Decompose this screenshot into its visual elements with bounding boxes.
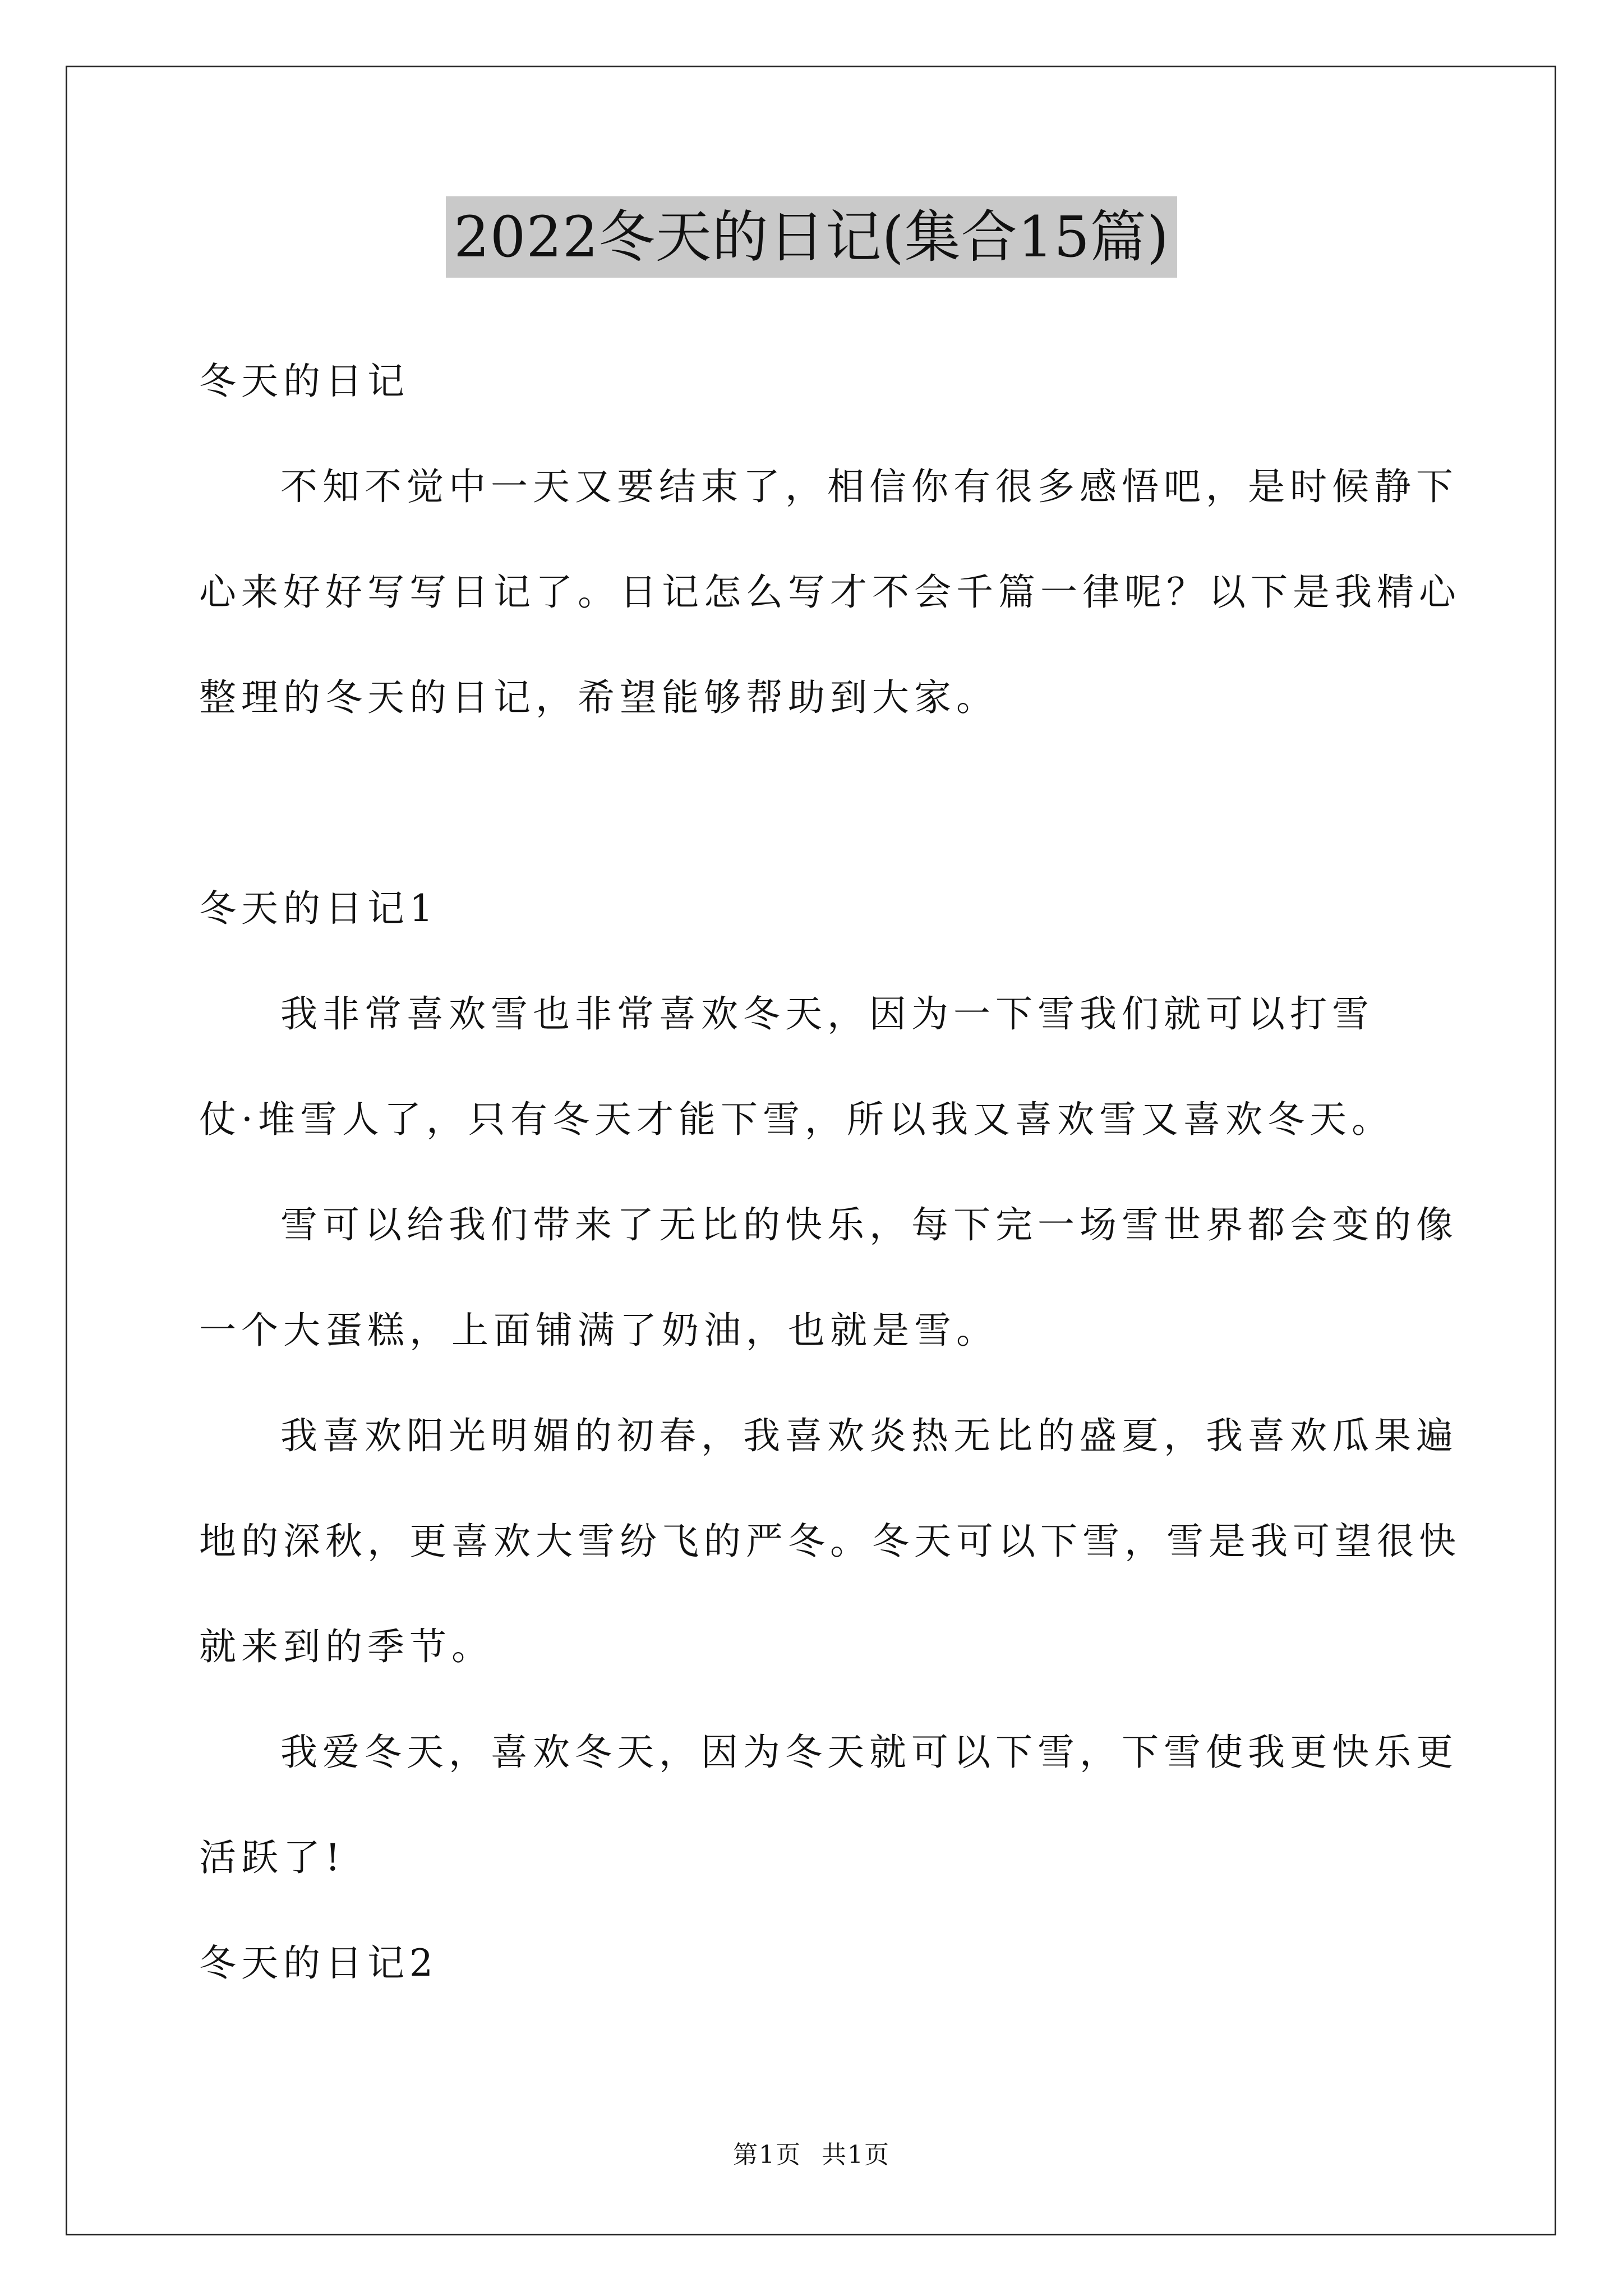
paragraph-line: 活跃了! bbox=[199, 1836, 345, 1879]
intro-heading: 冬天的日记 bbox=[199, 360, 409, 403]
title-container bbox=[0, 196, 1623, 278]
paragraph-line: 一个大蛋糕，上面铺满了奶油，也就是雪。 bbox=[199, 1309, 998, 1352]
section-heading-2: 冬天的日记2 bbox=[199, 1941, 438, 1985]
document-body bbox=[199, 348, 1461, 2035]
paragraph-line: 我非常喜欢雪也非常喜欢冬天，因为一下雪我们就可以打雪 bbox=[280, 992, 1374, 1036]
paragraph-line: 心来好好写写日记了。日记怎么写才不会千篇一律呢？以下是我精心 bbox=[199, 570, 1461, 614]
paragraph-line: 地的深秋，更喜欢大雪纷飞的严冬。冬天可以下雪，雪是我可望很快 bbox=[199, 1520, 1461, 1563]
paragraph-line: 整理的冬天的日记，希望能够帮助到大家。 bbox=[199, 676, 998, 719]
paragraph-line: 就来到的季节。 bbox=[199, 1625, 494, 1668]
section-heading-1: 冬天的日记1 bbox=[199, 887, 438, 930]
blank-line bbox=[199, 770, 1433, 875]
paragraph-line: 雪可以给我们带来了无比的快乐，每下完一场雪世界都会变的像 bbox=[280, 1203, 1458, 1246]
paragraph-line: 我爱冬天，喜欢冬天，因为冬天就可以下雪，下雪使我更快乐更 bbox=[280, 1731, 1458, 1774]
page-number: 第1页 bbox=[733, 2141, 801, 2169]
page-total: 共1页 bbox=[822, 2141, 890, 2169]
paragraph-line: 不知不觉中一天又要结束了，相信你有很多感悟吧，是时候静下 bbox=[280, 465, 1458, 508]
document-title: 2022冬天的日记(集合15篇) bbox=[446, 196, 1177, 278]
paragraph-line: 我喜欢阳光明媚的初春，我喜欢炎热无比的盛夏，我喜欢瓜果遍 bbox=[280, 1414, 1458, 1457]
paragraph-line: 仗·堆雪人了，只有冬天才能下雪，所以我又喜欢雪又喜欢冬天。 bbox=[199, 1098, 1394, 1141]
page-footer bbox=[0, 2134, 1623, 2170]
